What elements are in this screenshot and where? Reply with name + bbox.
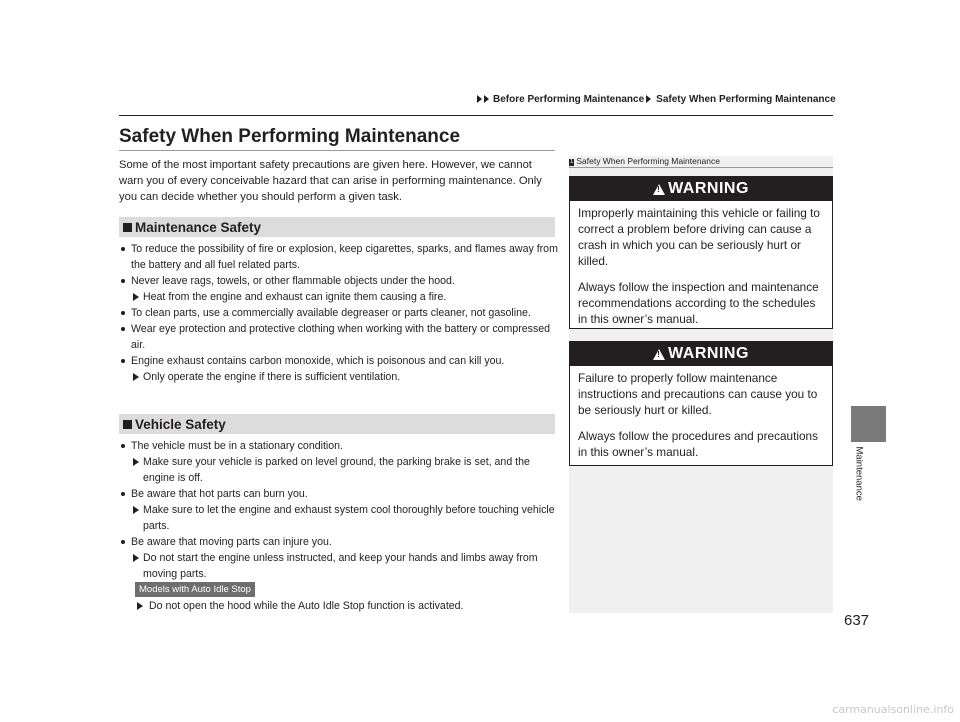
breadcrumb <box>477 94 836 105</box>
model-badge: Models with Auto Idle Stop <box>135 582 255 597</box>
header-rule <box>119 115 833 116</box>
warning-text: Always follow the inspection and maintenance recommendations according to the schedules in this owner’s manual. <box>578 280 819 326</box>
warning-box-2 <box>569 341 833 466</box>
note-number-badge: 1 <box>570 159 574 165</box>
list-subitem: Do not start the engine unless instructed, and keep your hands and limbs away from moving parts. <box>125 550 559 582</box>
maintenance-safety-list <box>119 241 559 385</box>
section-heading-maintenance-safety <box>119 217 555 237</box>
breadcrumb-arrow-icon <box>484 95 489 103</box>
chapter-tab[interactable] <box>851 406 886 442</box>
chapter-label: Maintenance <box>853 446 865 501</box>
list-item: Be aware that moving parts can injure you. Do not start the engine unless instructed, and keep your hands and limbs away from moving parts. <box>119 534 559 582</box>
section-title: Maintenance Safety <box>135 219 262 235</box>
intro-paragraph: Some of the most important safety precautions are given here. However, we cannot warn you of every conceivable hazard that can arise in performing maintenance. Only you can decide whether you should perform a given task. <box>119 159 542 203</box>
arrow-icon <box>133 554 139 562</box>
warning-header: ! WARNING <box>570 342 832 366</box>
warning-triangle-icon <box>653 349 665 360</box>
breadcrumb-current: Safety When Performing Maintenance <box>656 94 836 105</box>
breadcrumb-separator-icon <box>646 95 651 103</box>
title-rule <box>119 150 555 151</box>
list-item: Engine exhaust contains carbon monoxide, which is poisonous and can kill you. Only operate the engine if there is sufficient ventilation. <box>119 353 559 385</box>
auto-idle-stop-note: Do not open the hood while the Auto Idle Stop function is activated. <box>131 598 464 614</box>
list-item: Wear eye protection and protective clothing when working with the battery or compressed air. <box>119 321 559 353</box>
section-marker-icon <box>123 420 132 429</box>
arrow-icon <box>137 602 143 610</box>
side-note-rule <box>569 167 833 168</box>
side-note-heading: 1 Safety When Performing Maintenance <box>570 156 720 166</box>
warning-triangle-icon <box>653 184 665 195</box>
list-subitem: Heat from the engine and exhaust can ignite them causing a fire. <box>125 289 559 305</box>
arrow-icon <box>133 458 139 466</box>
watermark: carmanualsonline.info <box>832 703 954 716</box>
breadcrumb-parent[interactable]: Before Performing Maintenance <box>493 94 645 105</box>
list-item: The vehicle must be in a stationary condition. Make sure your vehicle is parked on level ground, the parking brake is set, and the engine is off. <box>119 438 559 486</box>
list-subitem: Only operate the engine if there is sufficient ventilation. <box>125 369 559 385</box>
list-item: To clean parts, use a commercially available degreaser or parts cleaner, not gasoline. <box>119 305 559 321</box>
warning-text: Failure to properly follow maintenance instructions and precautions can cause you to be seriously hurt or killed. <box>578 371 818 417</box>
list-item: Never leave rags, towels, or other flammable objects under the hood. Heat from the engine and exhaust can ignite them causing a fire. <box>119 273 559 305</box>
breadcrumb-arrow-icon <box>477 95 482 103</box>
list-subitem: Make sure your vehicle is parked on level ground, the parking brake is set, and the engine is off. <box>125 454 559 486</box>
warning-box-1 <box>569 176 833 329</box>
list-item: To reduce the possibility of fire or explosion, keep cigarettes, sparks, and flames away from the battery and all fuel related parts. <box>119 241 559 273</box>
list-subitem: Make sure to let the engine and exhaust system cool thoroughly before touching vehicle parts. <box>125 502 559 534</box>
page-title: Safety When Performing Maintenance <box>119 126 461 147</box>
warning-text: Always follow the procedures and precautions in this owner’s manual. <box>578 429 819 459</box>
warning-text: Improperly maintaining this vehicle or failing to correct a problem before driving can cause a crash in which you can be seriously hurt or killed. <box>578 206 820 268</box>
arrow-icon <box>133 293 139 301</box>
list-item: Be aware that hot parts can burn you. Make sure to let the engine and exhaust system cool thoroughly before touching vehicle parts. <box>119 486 559 534</box>
page-number: 637 <box>844 612 870 629</box>
vehicle-safety-list <box>119 438 559 582</box>
arrow-icon <box>133 506 139 514</box>
arrow-icon <box>133 373 139 381</box>
section-title: Vehicle Safety <box>135 416 226 432</box>
section-marker-icon <box>123 223 132 232</box>
section-heading-vehicle-safety <box>119 414 555 434</box>
warning-header: ! WARNING <box>570 177 832 201</box>
